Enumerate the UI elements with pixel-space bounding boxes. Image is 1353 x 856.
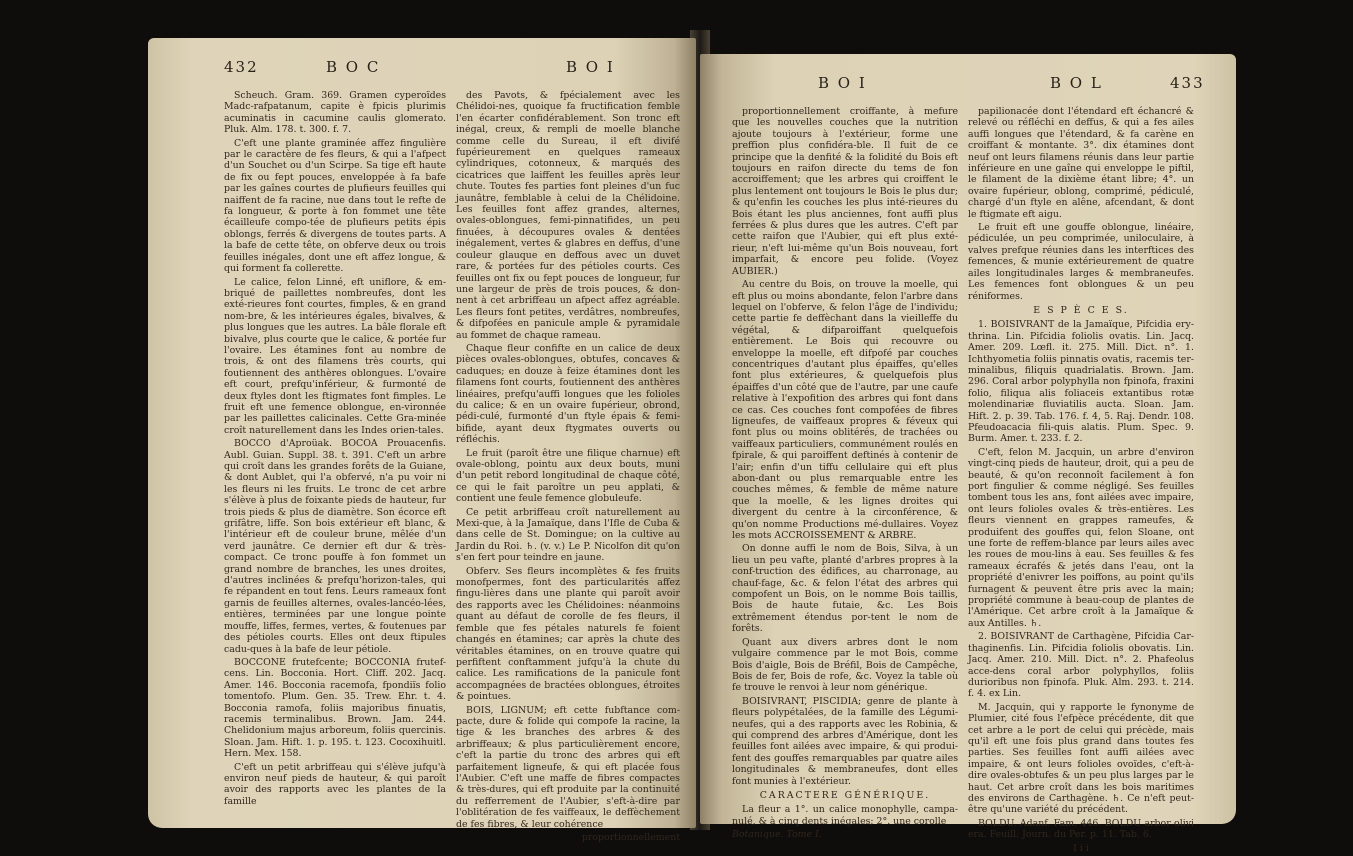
paragraph: BOCCO d'Aproüak. BOCOA Prouacenfis. Aubl. Guian. Suppl. 38. t. 391. C'eft un arbre qui croît dans les grandes forêts de la Guiane, & dont Aublet, qui l'a obfervé, n'a pu voir ni les fleurs ni les fruits. Le tronc de cet arbre s'élève à plus de foixante pieds de hauteur, fur trois pieds & plus de diamètre. Son écorce eft grifâtre, liffe. Son bois extérieur eft blanc, & l'intérieur eft de couleur brune, mêlée d'un verd jaunâtre. Ce dernier eft dur & très-compact. Ce tronc pouffe à fon fommet un grand nombre de branches, les unes droites, d'autres inclinées & prefqu'horizon-tales, qui fe répandent en tout fens. Leurs rameaux font garnis de feuilles alternes, ovales-lancéo-lées, entières, terminées par une longue pointe mouffe, liffes, fermes, vertes, & foutenues par des pétioles courts. Elles ont deux ftipules cadu-ques à la bafe de leur pétiole. (224, 438, 446, 655)
paragraph: Le fruit (paroît être une filique charnue) eft ovale-oblong, pointu aux deux bouts, muni d'un petit rebord longitudinal de chaque côté, ce qui le fait paroître un peu applati, & contient une feule femence globuleufe. (456, 447, 680, 505)
signature-mark: I i i (1073, 842, 1089, 854)
left-page (148, 38, 696, 843)
paragraph: Obferv. Ses fleurs incomplètes & fes fruits monofpermes, font des particularités affez fingu-lières dans une plante qui paroît avoir des rapports avec les Chélidoines: néanmoins quant au défaut de corolle de fes fleurs, il femble que fes pétales naturels fe foient changés en étamines; car après la chute des véritables étamines, on en trouve quatre qui perfiftent conftamment jufqu'à la chute du calice. Les ramifications de la panicule font accompagnées de bractées oblongues, étroites & pointues. (456, 565, 680, 703)
right-column-1 (732, 106, 958, 843)
paragraph: Le fruit eft une gouffe oblongue, linéaire, pédiculée, un peu comprimée, uniloculaire, à valves prefque réunies dans les interftices des femences, & munie extérieurement de quatre ailes longitudinales larges & membraneufes. Les femences font oblongues & un peu réniformes. (968, 222, 1194, 302)
paragraph: proportionnellement croiffante, à mefure que les nouvelles couches que la nutrition ajoute toujours à l'extérieur, forme une preffion plus confidéra-ble. Il fuit de ce principe que la denfité & la folidité du Bois eft toujours en raifon directe du tems de fon accroiffement; que les arbres qui croiffent le plus lentement ont toujours le Bois le plus dur; & qu'enfin les couches les plus inté-rieures du Bois étant les plus anciennes, font auffi plus ferrées & plus dures que les autres. C'eft par cette raifon que l'Aubier, qui eft plus exté-rieur, n'eft lui-même qu'un Bois nouveau, fort imparfait, & encore peu folide. (Voyez AUBIER.) (732, 106, 958, 277)
paragraph: BOCCONE frutefcente; BOCCONIA frutef-cens. Lin. Bocconia. Hort. Cliff. 202. Jacq. Amer. 146. Bocconia racemofa, fpondiïs folio tomentofo. Plum. Gen. 35. Trew. Ehr. t. 4. Bocconia ramofa, foliis majoribus finuatis, racemis terminalibus. Brown. Jam. 244. Chelidonium majus arboreum, foliis quercinis. Sloan. Jam. Hift. 1. p. 195. t. 123. Cocoxihuitl. Hern. Mex. 158. (224, 656, 446, 760)
left-head-word-1: B O C (326, 58, 381, 76)
paragraph: Ce petit arbriffeau croît naturellement au Mexi-que, à la Jamaïque, dans l'Ifle de Cuba & dans celle de St. Domingue; on la cultive au Jardin du Roi. ♄. (v. v.) Le P. Nicolfon dit qu'on s'en fert pour teindre en jaune. (456, 506, 680, 564)
paragraph: Au centre du Bois, on trouve la moelle, qui eft plus ou moins abondante, felon l'arbre dans lequel on l'obferve, & felon l'âge de l'individu; cette partie fe deffèchant dans la vieilleffe du végétal, & difparoiffant quelquefois entièrement. Le Bois qui recouvre ou enveloppe la moelle, eft difpofé par couches concentriques d'autant plus épaiffes, qu'elles font plus extérieures, & quelquefois plus épaiffes d'un côté que de l'autre, par une caufe relative à l'expofition des arbres qui font dans ce cas. Ces couches font compofées de fibres ligneufes, de vaiffeaux propres & féveux qui font plus ou moins oblitérés, de trachées ou vaiffeaux particuliers, communément roulés en fpirale, & qui paroiffent deftinés à contenir de l'air; enfin d'un tiffu cellulaire qui eft plus abon-dant ou plus remarquable entre les couches mêmes, & femble de même nature que la moelle, & les lignes droites qui divergent du centre à la circonférence, & qu'on nomme Productions mé-dullaires. Voyez les mots ACCROISSEMENT & ARBRE. (732, 279, 958, 542)
paragraph: Le calice, felon Linné, eft uniflore, & em-briqué de paillettes nombreufes, dont les exté-rieures font courtes, fimples, & en grand nom-bre, & les intérieures égales, bivalves, & plus longues que les autres. La bâle florale eft bivalve, plus courte que le calice, & portée fur l'ovaire. Les étamines font au nombre de trois, & ont des filamens très courts, qui foutiennent des anthères oblongues. L'ovaire eft court, prefqu'inférieur, & furmonté de deux ftyles dont les ftigmates font fimples. Le fruit eft une femence oblongue, en-vironnée par les paillettes calicinales. Cette Gra-minée croît naturellement dans les Indes orien-tales. (224, 276, 446, 436)
paragraph: Chaque fleur confifte en un calice de deux pièces ovales-oblongues, obtufes, concaves & caduques; en douze à feize étamines dont les filamens font courts, foutiennent des anthères linéaires, prefqu'auffi longues que les folioles du calice; & en un ovaire fupérieur, obrond, pédi-culé, furmonté d'un ftyle épais & femi-bifide, ayant deux ftygmates ouverts ou réfléchis. (456, 342, 680, 446)
paragraph: Scheuch. Gram. 369. Gramen cyperoïdes Madc-rafpatanum, capite è fpicis plurimis acuminatis in cacumine caulis glomerato. Pluk. Alm. 178. t. 300. f. 7. (224, 90, 446, 136)
paragraph: Quant aux divers arbres dont le nom vulgaire commence par le mot Bois, comme Bois d'aigle, Bois de Bréfil, Bois de Campêche, Bois de fer, Bois de rofe, &c. Voyez la table où fe trouve le renvoi à leur nom générique. (732, 636, 958, 694)
left-column-1 (224, 90, 446, 809)
paragraph: 2. BOISIVRANT de Carthagène, Pifcidia Car-thaginenfis. Lin. Pifcidia foliolis obovatis. Lin. Jacq. Amer. 210. Mill. Dict. n°. 2. Phafeolus acce-dens coral arbor polyphyllos, foliis durioribus non fpinofa. Pluk. Alm. 293. t. 214. f. 4. ex Lin. (968, 631, 1194, 700)
page-footer: Botanique. Tome I. (732, 829, 822, 841)
paragraph: BOISIVRANT, PISCIDIA; genre de plante à fleurs polypétalées, de la famille des Légumi-neufes, qui a des rapports avec les Robinia, & qui comprend des arbres d'Amérique, dont les feuilles font ailées avec impaire, & qui produi-fent des gouffes remarquables par quatre ailes longitudinales & membraneufes, dont elles font munies à l'extérieur. (732, 695, 958, 787)
paragraph: des Pavots, & fpécialement avec les Chélidoi-nes, quoique fa fructification femble l'en écarter confidérablement. Son tronc eft inégal, creux, & rempli de moelle blanche comme celle du Sureau, il eft divifé fupérieurement en quelques rameaux cylindriques, cotonneux, & marqués des cicatrices que laiffent les feuilles après leur chute. Toutes fes parties font pleines d'un fuc jaunâtre, femblable à celui de la Chélidoine. Les feuilles font affez grandes, alternes, ovales-oblongues, femi-pinnatifides, un peu finuées, à découpures ovales & dentées inégalement, vertes & glabres en deffus, d'une couleur glauque en deffous avec un duvet rare, & portées fur des pétioles courts. Ces feuilles ont fix ou fept pouces de longueur, fur une largeur de près de trois pouces, & don-nent à cet arbriffeau un afpect affez agréable. Les fleurs font petites, verdâtres, nombreufes, & difpofées en panicule ample & pyramidale au fommet de chaque rameau. (456, 90, 680, 341)
paragraph: M. Jacquin, qui y rapporte le fynonyme de Plumier, cité fous l'efpèce précédente, dit que cet arbre a le port de celui qui précède, mais qu'il eft une fois plus grand dans toutes fes parties. Ses feuilles font auffi ailées avec impaire, & ont leurs folioles ovoïdes, c'eft-à-dire ovales-obtufes & un peu plus larges par le haut. Cet arbre croît dans les bois maritimes des environs de Carthagène. ♄. Ce n'eft peut-être qu'une variété du précédent. (968, 701, 1194, 816)
catchword: proportionnellement (581, 832, 680, 843)
right-head-word-2: B O L (1050, 74, 1103, 92)
right-page (700, 54, 1236, 854)
section-heading: CARACTERE GÉNÉRIQUE. (759, 789, 931, 801)
paragraph: La fleur a 1°. un calice monophylle, campa-nulé, & à cinq dents inégales; 2°. une corolle (732, 804, 958, 827)
right-head-word-1: B O I (818, 74, 867, 92)
right-page-number: 433 (1170, 74, 1205, 92)
paragraph: C'eft, felon M. Jacquin, un arbre d'environ vingt-cinq pieds de hauteur, droit, qui a peu de beauté, & qu'on reconnoît facilement à fon port fingulier & comme négligé. Ses feuilles tombent tous les ans, font ailées avec impaire, ont leurs folioles ovales & très-entières. Les fleurs viennent en grappes rameufes, & produifent des gouffes qui, felon Sloane, ont une forte de reffem-blance par leurs ailes avec les roues de mou-lins à eau. Ses feuilles & fes rameaux écrafés & jetés dans l'eau, ont la propriété d'enivrer les poiffons, au point qu'ils furnagent & peuvent être pris avec la main; propriété commune à beau-coup de plantes de l'Amérique. Cet arbre croît à la Jamaïque & aux Antilles. ♄. (968, 446, 1194, 629)
left-head-word-2: B O I (566, 58, 615, 76)
section-heading: E S P È C E S. (1033, 304, 1129, 316)
right-running-head (700, 74, 1236, 98)
paragraph: papilionacée dont l'étendard eft échancré & relevé ou réfléchi en deffus, & qui a fes ailes auffi longues que l'étendard, & fa carène en croiffant & montante. 3°. dix étamines dont neuf ont leurs filamens réunis dans leur partie inférieure en une gaîne qui enveloppe le piftil, le filament de la dixième étant libre; 4°. un ovaire fupérieur, oblong, comprimé, pédiculé, chargé d'un ftyle en alêne, afcendant, & dont le ftigmate eft aigu. (968, 106, 1194, 220)
paragraph: C'eft un petit arbriffeau qui s'élève jufqu'à environ neuf pieds de hauteur, & qui paroît avoir des rapports avec les plantes de la famille (224, 761, 446, 807)
paragraph: On donne auffi le nom de Bois, Silva, à un lieu un peu vafte, planté d'arbres propres à la conf-truction des édifices, au charronage, au chauf-fage, &c. & felon l'état des arbres qui compofent un Bois, on le nomme Bois taillis, Bois de haute futaie, &c. Les Bois extrêmement étendus por-tent le nom de forêts. (732, 543, 958, 635)
left-column-2 (456, 90, 680, 845)
left-page-number: 432 (224, 58, 259, 76)
paragraph: C'eft une plante graminée affez fingulière par le caractère de fes fleurs, & qui a l'afpect d'un Souchet ou d'un Scirpe. Sa tige eft haute de fix ou fept pouces, enveloppée à fa bafe par les gaînes courtes de plufieurs feuilles qui naiffent de fa racine, nue dans tout le refte de fa longueur, & porte à fon fommet une tête écailleufe compo-tée de plufieurs petits épis oblongs, ferrés & divergens de toutes parts. A la bafe de cette tête, on obferve deux ou trois feuilles inégales, dont une eft affez longue, & qui forment fa collerette. (224, 137, 446, 275)
left-running-head (148, 58, 696, 82)
paragraph: BOIS, LIGNUM; eft cette fubftance com-pacte, dure & folide qui compofe la racine, la tige & les branches des arbres & des arbriffeaux; & plus particulièrement encore, c'eft la partie du tronc des arbres qui eft parfaitement ligneufe, & qui eft placée fous l'Aubier. C'eft une maffe de fibres compactes & très-dures, qui eft produite par la continuité du refferrement de l'Aubier, s'eft-à-dire par l'oblitération de fes vaiffeaux, le deffèchement de fes fibres, & leur cohérence (456, 704, 680, 830)
right-column-2 (968, 106, 1194, 856)
paragraph: 1. BOISIVRANT de la Jamaïque, Pifcidia ery-thrina. Lin. Pifcidia foliolis ovatis. Lin. Jacq. Amer. 209. Lœfl. it. 275. Mill. Dict. n°. 1. Ichthyometia foliis pinnatis ovatis, racemis ter-minalibus, filiquis quadrialatis. Brown. Jam. 296. Coral arbor polyphylla non fpinofa, fraxini folio, filiqua alis foliaceis extantibus rotæ molendinariæ fluviatilis aucta. Sloan. Jam. Hift. 2. p. 39. Tab. 176. f. 4, 5. Raj. Dendr. 108. Pfeudoacacia fili-quis alatis. Plum. Spec. 9. Burm. Amer. t. 233. f. 2. (968, 319, 1194, 445)
paragraph: BOLDU. Adanf. Fam. 446. BOLDU arbor olivi era. Feuill. Journ. du Per. p. 11. Tab. 6. (968, 817, 1194, 841)
